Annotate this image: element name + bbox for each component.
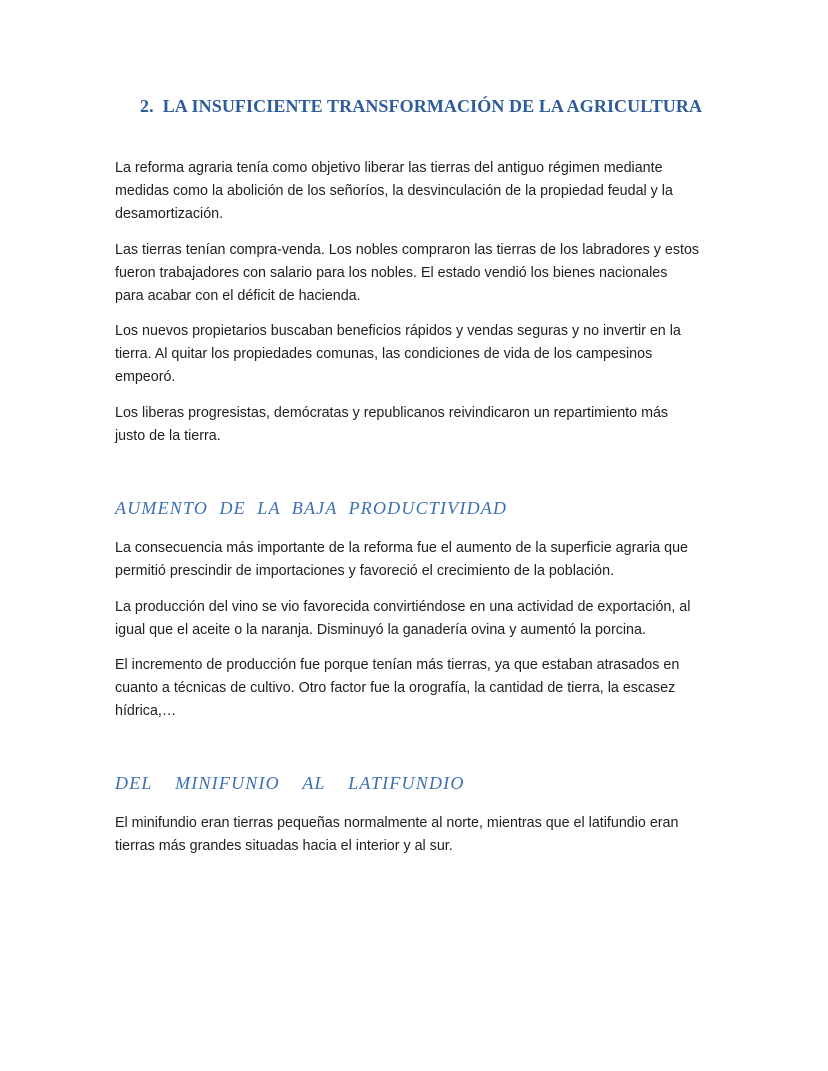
text-line: igual que el aceite o la naranja. Disminuyó la ganadería ovina y aumentó la porcina. [115,622,646,638]
aumento-paragraph-2 [115,596,720,642]
text-line: El incremento de producción fue porque tenían más tierras, ya que estaban atrasados en [115,657,680,673]
text-line: fueron trabajadores con salario para los nobles. El estado vendió los bienes nacionales [115,265,668,281]
minifundio-paragraph-1 [115,812,720,858]
aumento-paragraph-3 [115,654,720,723]
subheading-minifundio: DEL MINIFUNIO AL LATIFUNDIO [115,773,465,793]
intro-paragraph-1 [115,157,720,226]
text-line: empeoró. [115,369,176,385]
text-line: cuanto a técnicas de cultivo. Otro factor fue la orografía, la cantidad de tierra, la escasez [115,680,676,696]
section-number: 2. [140,96,154,116]
section-title-text: LA INSUFICIENTE TRANSFORMACIÓN DE LA AGRICULTURA [162,96,703,116]
text-line: hídrica,… [115,703,177,719]
text-line: El minifundio eran tierras pequeñas normalmente al norte, mientras que el latifundio eran [115,815,679,831]
text-line: Las tierras tenían compra-venda. Los nobles compraron las tierras de los labradores y estos [115,242,700,258]
text-line: Los liberas progresistas, demócratas y republicanos reivindicaron un repartimiento más [115,405,669,421]
text-line: La reforma agraria tenía como objetivo liberar las tierras del antiguo régimen mediante [115,160,663,176]
text-line: medidas como la abolición de los señoríos, la desvinculación de la propiedad feudal y la [115,183,673,199]
intro-paragraph-4 [115,402,720,448]
intro-paragraph-2 [115,239,720,308]
text-line: La consecuencia más importante de la reforma fue el aumento de la superficie agraria que [115,540,688,556]
aumento-paragraph-1 [115,537,720,583]
text-line: Los nuevos propietarios buscaban beneficios rápidos y vendas seguras y no invertir en la [115,323,681,339]
text-line: tierras más grandes situadas hacia el interior y al sur. [115,838,453,854]
text-line: justo de la tierra. [115,428,221,444]
intro-paragraph-3 [115,320,720,389]
text-line: permitió prescindir de importaciones y favoreció el crecimiento de la población. [115,563,615,579]
text-line: para acabar con el déficit de hacienda. [115,288,361,304]
text-line: La producción del vino se vio favorecida convirtiéndose en una actividad de exportación, al [115,599,691,615]
text-line: tierra. Al quitar los propiedades comunas, las condiciones de vida de los campesinos [115,346,653,362]
section-title [140,96,702,117]
text-line: desamortización. [115,206,224,222]
subheading-aumento: AUMENTO DE LA BAJA PRODUCTIVIDAD [115,498,508,518]
